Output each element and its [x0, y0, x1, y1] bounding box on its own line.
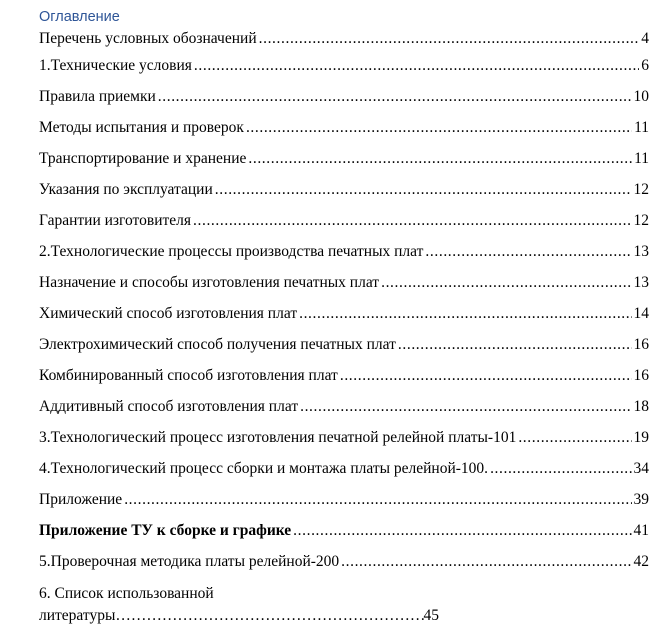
- toc-leader-dots: [193, 210, 631, 232]
- toc-entry-title-line2-row: [39, 605, 439, 627]
- toc-entry-page-number: 34: [633, 460, 649, 477]
- toc-leader-dots: [115, 605, 423, 627]
- toc-entry-title-line1: 6. Список использованной: [39, 585, 214, 602]
- toc-entry-title-line2: литературы: [39, 607, 116, 624]
- toc-leader-dots: [398, 334, 632, 356]
- toc-entry-page-number: 41: [633, 522, 649, 539]
- toc-leader-dots: [124, 489, 631, 511]
- toc-entry-page-number: 14: [633, 305, 649, 322]
- toc-entry[interactable]: [39, 55, 649, 86]
- toc-leader-dots: [299, 303, 631, 325]
- toc-entry[interactable]: [39, 28, 649, 55]
- toc-leader-dots: [381, 272, 631, 294]
- toc-entry-page-number: 4: [641, 30, 649, 47]
- toc-entry[interactable]: [39, 179, 649, 210]
- toc-list: [39, 28, 649, 582]
- toc-entry[interactable]: [39, 365, 649, 396]
- toc-entry-page-number: 12: [633, 212, 649, 229]
- toc-entry[interactable]: [39, 148, 649, 179]
- toc-leader-dots: [425, 241, 631, 263]
- toc-entry-page-number: 13: [633, 274, 649, 291]
- toc-entry-title: Аддитивный способ изготовления плат: [39, 398, 299, 415]
- toc-entry-page-number: 11: [634, 150, 649, 167]
- toc-leader-dots: [246, 117, 632, 139]
- toc-leader-dots: [259, 28, 640, 50]
- toc-entry[interactable]: [39, 272, 649, 303]
- toc-leader-dots: [158, 86, 632, 108]
- toc-entry-title: Комбинированный способ изготовления плат: [39, 367, 338, 384]
- toc-entry[interactable]: [39, 117, 649, 148]
- toc-entry-page-number: 39: [633, 491, 649, 508]
- toc-entry-title: 3.Технологический процесс изготовления печатной релейной платы-101: [39, 429, 517, 446]
- toc-leader-dots: [490, 458, 631, 480]
- toc-leader-dots: [194, 55, 639, 77]
- toc-entry-title: Методы испытания и проверок: [39, 119, 244, 136]
- toc-entry-page-number: 11: [634, 119, 649, 136]
- toc-entry[interactable]: [39, 396, 649, 427]
- toc-entry-page-number: 19: [633, 429, 649, 446]
- toc-entry-title: Назначение и способы изготовления печатных плат: [39, 274, 380, 291]
- toc-entry-page-number: 16: [633, 367, 649, 384]
- toc-entry-title: Правила приемки: [39, 88, 156, 105]
- toc-entry[interactable]: [39, 210, 649, 241]
- toc-entry-title: Приложение ТУ к сборке и графике: [39, 522, 292, 539]
- toc-entry[interactable]: [39, 520, 649, 551]
- toc-entry[interactable]: [39, 427, 649, 458]
- toc-entry-title: 2.Технологические процессы производства печатных плат: [39, 243, 424, 260]
- toc-entry-title: Транспортирование и хранение: [39, 150, 247, 167]
- toc-entry-title: Гарантии изготовителя: [39, 212, 192, 229]
- table-of-contents: [39, 6, 649, 627]
- toc-entry-page-number: 42: [633, 553, 649, 570]
- toc-entry-page-number: 18: [633, 398, 649, 415]
- toc-leader-dots: [215, 179, 632, 201]
- toc-entry-page-number: 13: [633, 243, 649, 260]
- toc-entry[interactable]: [39, 303, 649, 334]
- toc-entry-title: Химический способ изготовления плат: [39, 305, 298, 322]
- toc-entry-references[interactable]: [39, 583, 649, 627]
- toc-entry-title: 5.Проверочная методика платы релейной-200: [39, 553, 340, 570]
- toc-leader-dots: [248, 148, 632, 170]
- toc-entry-page-number: 12: [633, 181, 649, 198]
- toc-leader-dots: [341, 551, 631, 573]
- toc-leader-dots: [300, 396, 631, 418]
- toc-leader-dots: [518, 427, 631, 449]
- toc-entry-page-number: 16: [633, 336, 649, 353]
- toc-entry-page-number: 10: [633, 88, 649, 105]
- toc-entry-page-number: 6: [641, 57, 649, 74]
- toc-entry[interactable]: [39, 458, 649, 489]
- toc-entry[interactable]: [39, 551, 649, 582]
- toc-entry[interactable]: [39, 241, 649, 272]
- toc-entry[interactable]: [39, 489, 649, 520]
- toc-entry-title: Электрохимический способ получения печатных плат: [39, 336, 396, 353]
- toc-leader-dots: [340, 365, 632, 387]
- toc-entry-page-number: 45: [423, 607, 439, 624]
- toc-entry-title: 1.Технические условия: [39, 57, 192, 74]
- toc-entry[interactable]: [39, 334, 649, 365]
- toc-entry[interactable]: [39, 86, 649, 117]
- toc-leader-dots: [293, 520, 631, 542]
- toc-entry-title: Указания по эксплуатации: [39, 181, 213, 198]
- toc-entry-title: Перечень условных обозначений: [39, 30, 257, 47]
- toc-entry-title: 4.Технологический процесс сборки и монтажа платы релейной-100.: [39, 460, 489, 477]
- toc-heading: Оглавление: [39, 9, 120, 25]
- toc-entry-title: Приложение: [39, 491, 123, 508]
